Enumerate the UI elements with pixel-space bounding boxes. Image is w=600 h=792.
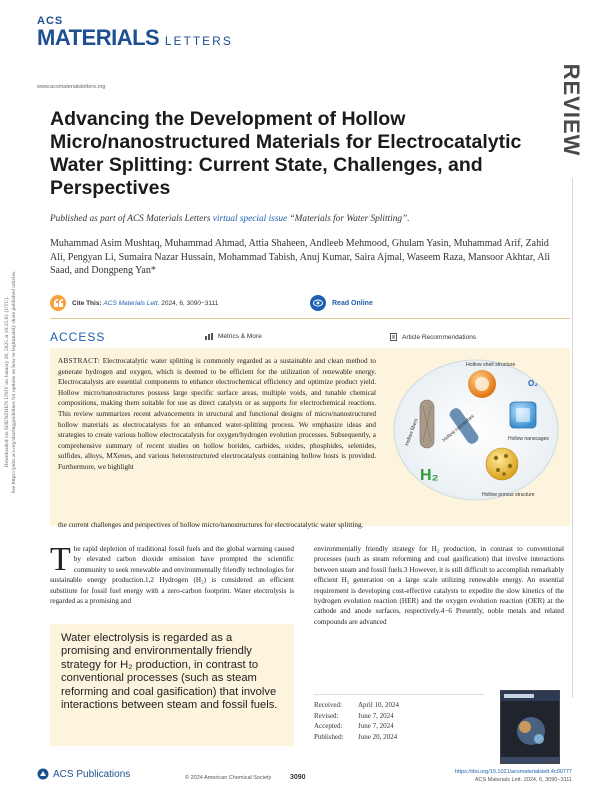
cite-details: 2024, 6, 3090−3111 (161, 299, 219, 307)
section-label (556, 48, 586, 173)
h2-label: H₂ (420, 467, 439, 484)
label-hollow-porous: Hollow porous structure (482, 492, 535, 498)
quote-icon (50, 295, 66, 311)
section-label-text: REVIEW (559, 63, 584, 157)
access-label: ACCESS (50, 330, 106, 344)
footer-citation (426, 768, 572, 784)
date-label: Received: (314, 701, 342, 709)
logo-materials: MATERIALS (37, 25, 160, 50)
cite-label: Cite This: (72, 299, 102, 307)
date-value: June 20, 2024 (358, 732, 398, 741)
label-hollow-tubes: Hollow nanotubes (441, 413, 476, 444)
metrics-label: Metrics & More (218, 333, 262, 340)
abstract-box (50, 348, 570, 529)
journal-cover-thumbnail[interactable] (500, 690, 560, 764)
label-hollow-fibers: Hollow fibers (404, 417, 420, 447)
dates-divider (314, 694, 484, 695)
read-online-icon (310, 295, 326, 311)
doi-link[interactable]: https://doi.org/10.1021/acsmaterialslett.4c00777 (454, 769, 572, 775)
cite-journal[interactable]: ACS Materials Lett. (103, 299, 160, 307)
article-dates (314, 700, 484, 742)
download-note-line2: See https://pubs.acs.org/sharingguidelines for options on how to legitimately share published articles. (11, 270, 17, 494)
acs-publications-text: ACS Publications (53, 768, 131, 780)
footer-citation-text: ACS Materials Lett. 2024, 6, 3090−3111 (474, 777, 572, 783)
cover-art (501, 691, 560, 764)
abstract-text (58, 356, 377, 529)
pore-1 (494, 456, 498, 460)
body-left-text: he rapid depletion of traditional fossil fuels and the global warming caused by elevated carbon dioxide emission have prompted the scientific community to seek renewable and environmentally friendly technologies for sustainable energy production.1,2 Hydrogen (H₂) is considered an efficient substitute for fossil fuel energy with a zero-carbon footprint. Water electrolysis is regarded as a promising and (50, 545, 294, 606)
label-hollow-cages: Hollow nanocages (508, 436, 549, 442)
abstract-last-line: the current challenges and perspectives of hollow micro/nanostructures for electrocatalytic water splitting. (58, 521, 364, 529)
body-right-column: environmentally friendly strategy for H₂ production, in contrast to conventional processes (such as steam reforming and coal gasification) that involve interactions between steam and fossil fuels.3 However, it is still difficult to accomplish remarkably efficient H₂ generation on a large scale utilizing renewable energy. An essential requirement is developing cost-effective catalysts to expedite the slow kinetics of the hydrogen evolution reaction (HER) and the oxygen evolution reaction (OER) at the cathode and anode surfaces, respectively.4−6 Presently, noble metals and related compounds are advanced (314, 545, 564, 626)
article-title: Advancing the Development of Hollow Micro/nanostructured Materials for Electrocatalytic Water Splitting: Current State, Challenges, and Perspectives (50, 108, 522, 199)
cover-footer-bar (501, 757, 560, 764)
date-label: Accepted: (314, 722, 343, 730)
document-icon (390, 333, 397, 341)
date-label: Published: (314, 732, 344, 741)
cover-title-mark (504, 694, 534, 698)
special-issue-note (50, 214, 410, 224)
logo-letters: LETTERS (164, 34, 233, 48)
copyright-notice: © 2024 American Chemical Society (185, 775, 272, 781)
read-online-button[interactable] (310, 292, 390, 314)
date-label: Revised: (314, 711, 339, 720)
date-row (314, 711, 484, 722)
hollow-shell-core (475, 377, 489, 391)
date-value: June 7, 2024 (358, 711, 394, 720)
logo-acs-text: ACS (37, 15, 64, 27)
download-note-text (4, 270, 18, 493)
pore-5 (502, 472, 506, 476)
hollow-porous-sphere (486, 448, 518, 480)
bar-chart-icon (205, 333, 213, 340)
cite-this-box[interactable] (50, 292, 270, 314)
cite-text (72, 300, 218, 307)
access-row (50, 330, 570, 344)
read-online-label: Read Online (332, 299, 373, 307)
date-row (314, 700, 484, 711)
metrics-more-link[interactable] (205, 333, 262, 340)
date-row (314, 732, 484, 743)
pore-4 (496, 468, 500, 472)
special-issue-suffix: “Materials for Water Splitting”. (289, 214, 410, 224)
o2-label: O₂ (528, 379, 538, 388)
page-number: 3090 (290, 774, 306, 781)
pore-3 (508, 464, 512, 468)
cover-art-blob-2 (519, 721, 531, 733)
label-hollow-shell: Hollow shell structure (466, 362, 516, 368)
pore-2 (504, 454, 508, 458)
cite-separator (50, 318, 570, 319)
download-note (0, 232, 22, 532)
hollow-nanocage-inner (516, 408, 530, 422)
date-value: April 10, 2024 (358, 701, 400, 709)
journal-logo (37, 16, 233, 52)
recommendations-label: Article Recommendations (402, 333, 477, 341)
article-recommendations-link[interactable] (390, 333, 476, 341)
special-issue-prefix: Published as part of ACS Materials Letters (50, 214, 211, 224)
toc-graphic-svg (390, 356, 562, 504)
side-divider (572, 178, 573, 698)
toc-graphic (390, 356, 562, 504)
body-left-column (50, 541, 294, 606)
pull-quote: Water electrolysis is regarded as a promising and environmentally friendly strategy for H₂ production, in contrast to conventional processes (such as steam reforming and coal gasification) that involve interactions between steam and fossil fuels. (50, 624, 294, 746)
cover-art-blob-3 (534, 734, 544, 744)
download-note-line1: Downloaded via SHENZHEN UNIV on January 26, 2025 at 10:25:01 (UTC). (4, 296, 10, 468)
abstract-label: ABSTRACT: (58, 357, 100, 365)
special-issue-link[interactable]: virtual special issue (212, 214, 288, 224)
logo-main-text (37, 27, 233, 52)
acs-publications-logo[interactable] (37, 768, 130, 780)
author-list[interactable]: Muhammad Asim Mushtaq, Muhammad Ahmad, Attia Shaheen, Andleeb Mehmood, Ghulam Yasin, Muhammad Arif, Zahid Ali, Pengyan Li, Sumaira Nazar Hussain, Mohammad Tabish, Anuj Kumar, Saira Ajmal, Waseem Raza, Mansoor Akhtar, Ali Saad, and Dongpeng Yan* (50, 238, 551, 277)
abstract-body: Electrocatalytic water splitting is commonly regarded as a sustainable and clean method to generate hydrogen and oxygen, which is deemed to be efficient for the utilization of renewable energy. Electrocatalysts are essential components to enhance electrochemical efficiency and optimize product yield. Hollow micro/nanostructures possess large specific surface areas, multiple voids, and tunable chemical compositions, making them suitable for use as direct catalysts or as supports for electrochemical reactions. This review summarizes recent advancements in structural and functional designs of micro/nanostructured hollow materials as electrocatalysts for an enhanced water-splitting process. We emphasize ideas and strategies to create various hollow electrocatalysts for oxygen/hydrogen evolution processes. Subsequently, a comprehensive summary of recent studies on hollow borides, carbides, oxides, phosphides, selenides, sulfides, alloys, MXenes, and various heterostructured electrocatalysts containing hollow hosts is provided. Furthermore, we highlight (58, 357, 377, 471)
date-value: June 7, 2024 (358, 722, 394, 730)
date-row (314, 721, 484, 732)
journal-url-link[interactable]: www.acsmaterialsletters.org (37, 84, 106, 90)
acs-logo-icon (37, 768, 49, 780)
drop-cap: T (50, 541, 71, 578)
